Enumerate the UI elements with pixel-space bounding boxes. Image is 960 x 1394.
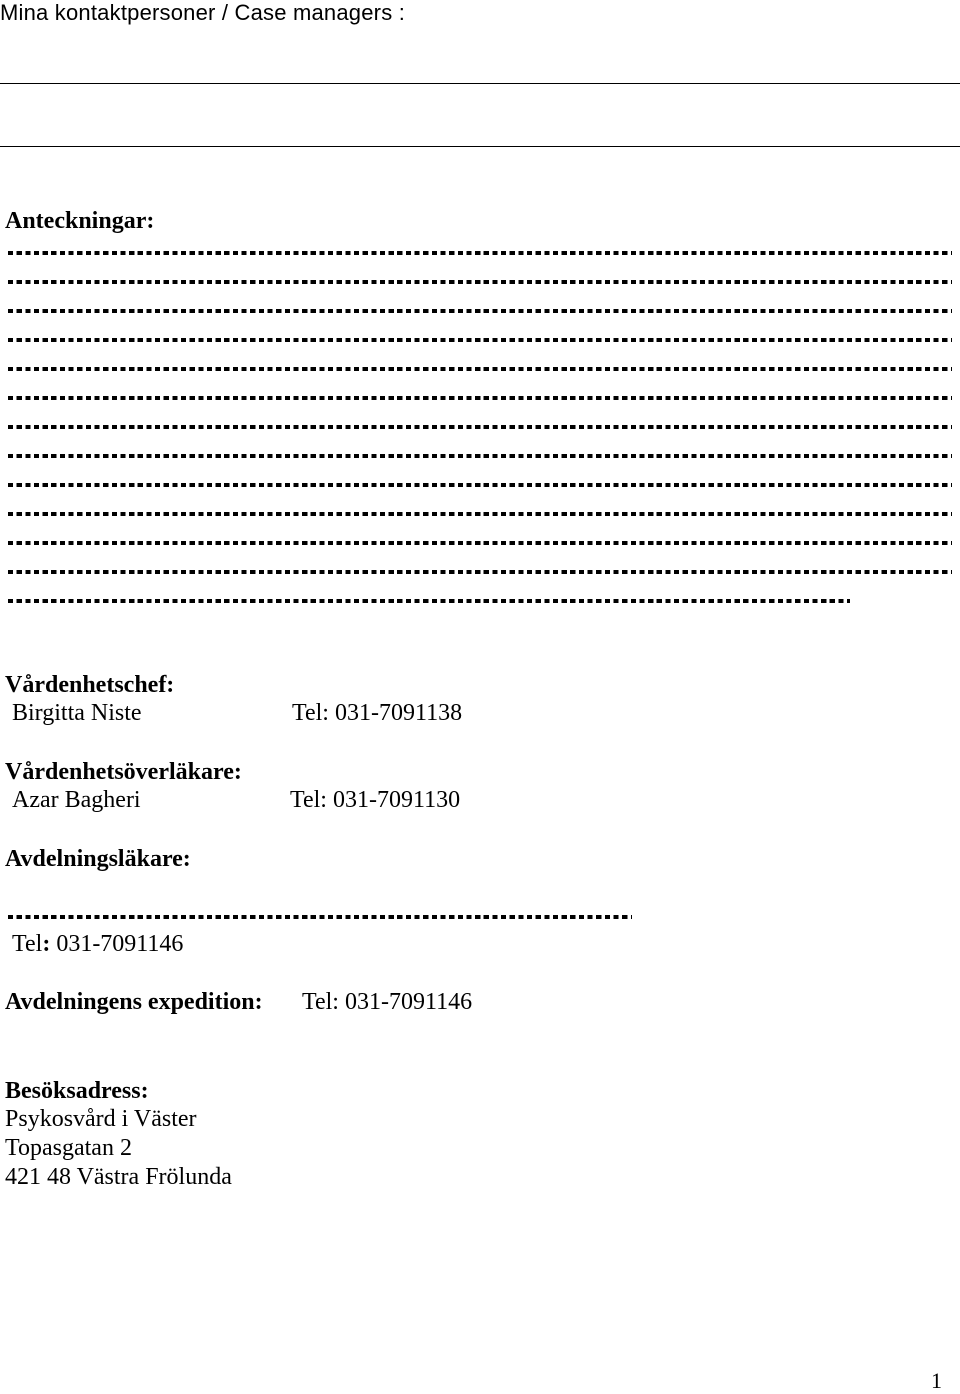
notes-dash-line (8, 570, 952, 574)
chief-physician-phone: Tel: 031-7091130 (290, 787, 461, 813)
address-line-3: 421 48 Västra Frölunda (5, 1164, 232, 1190)
notes-dash-line (8, 512, 952, 516)
page-number: 1 (931, 1368, 942, 1393)
address-line-2: Topasgatan 2 (5, 1135, 132, 1161)
notes-dash-line (8, 309, 952, 313)
notes-dash-line (8, 483, 952, 487)
unit-head-label: Vårdenhetschef: (5, 672, 175, 698)
notes-dash-line (8, 251, 952, 255)
address-label: Besöksadress: (5, 1078, 149, 1104)
unit-head-phone: Tel: 031-7091138 (292, 700, 463, 726)
page-title: Mina kontaktpersoner / Case managers : (0, 0, 406, 25)
notes-dash-line (8, 541, 952, 545)
notes-dash-line (8, 396, 952, 400)
address-line-1: Psykosvård i Väster (5, 1106, 197, 1132)
ward-physician-phone-number: 031-7091146 (56, 931, 184, 957)
notes-dash-line (8, 338, 952, 342)
chief-physician-name: Azar Bagheri (12, 787, 141, 813)
chief-physician-label: Vårdenhetsöverläkare: (5, 759, 242, 785)
ward-physician-phone-label: Tel (12, 931, 43, 957)
notes-dash-line (8, 599, 850, 603)
ward-office-phone: Tel: 031-7091146 (302, 989, 473, 1015)
ward-physician-label: Avdelningsläkare: (5, 846, 191, 872)
notes-dash-line (8, 367, 952, 371)
notes-dash-line (8, 454, 952, 458)
notes-heading: Anteckningar: (5, 208, 155, 234)
ward-office-label: Avdelningens expedition: (5, 989, 263, 1015)
notes-dash-line (8, 280, 952, 284)
unit-head-name: Birgitta Niste (12, 700, 142, 726)
write-line-2 (0, 146, 960, 147)
ward-physician-name-line (8, 915, 632, 919)
ward-physician-phone (12, 929, 183, 959)
ward-physician-phone-colon: : (42, 931, 51, 957)
write-line-1 (0, 83, 960, 84)
notes-dash-line (8, 425, 952, 429)
